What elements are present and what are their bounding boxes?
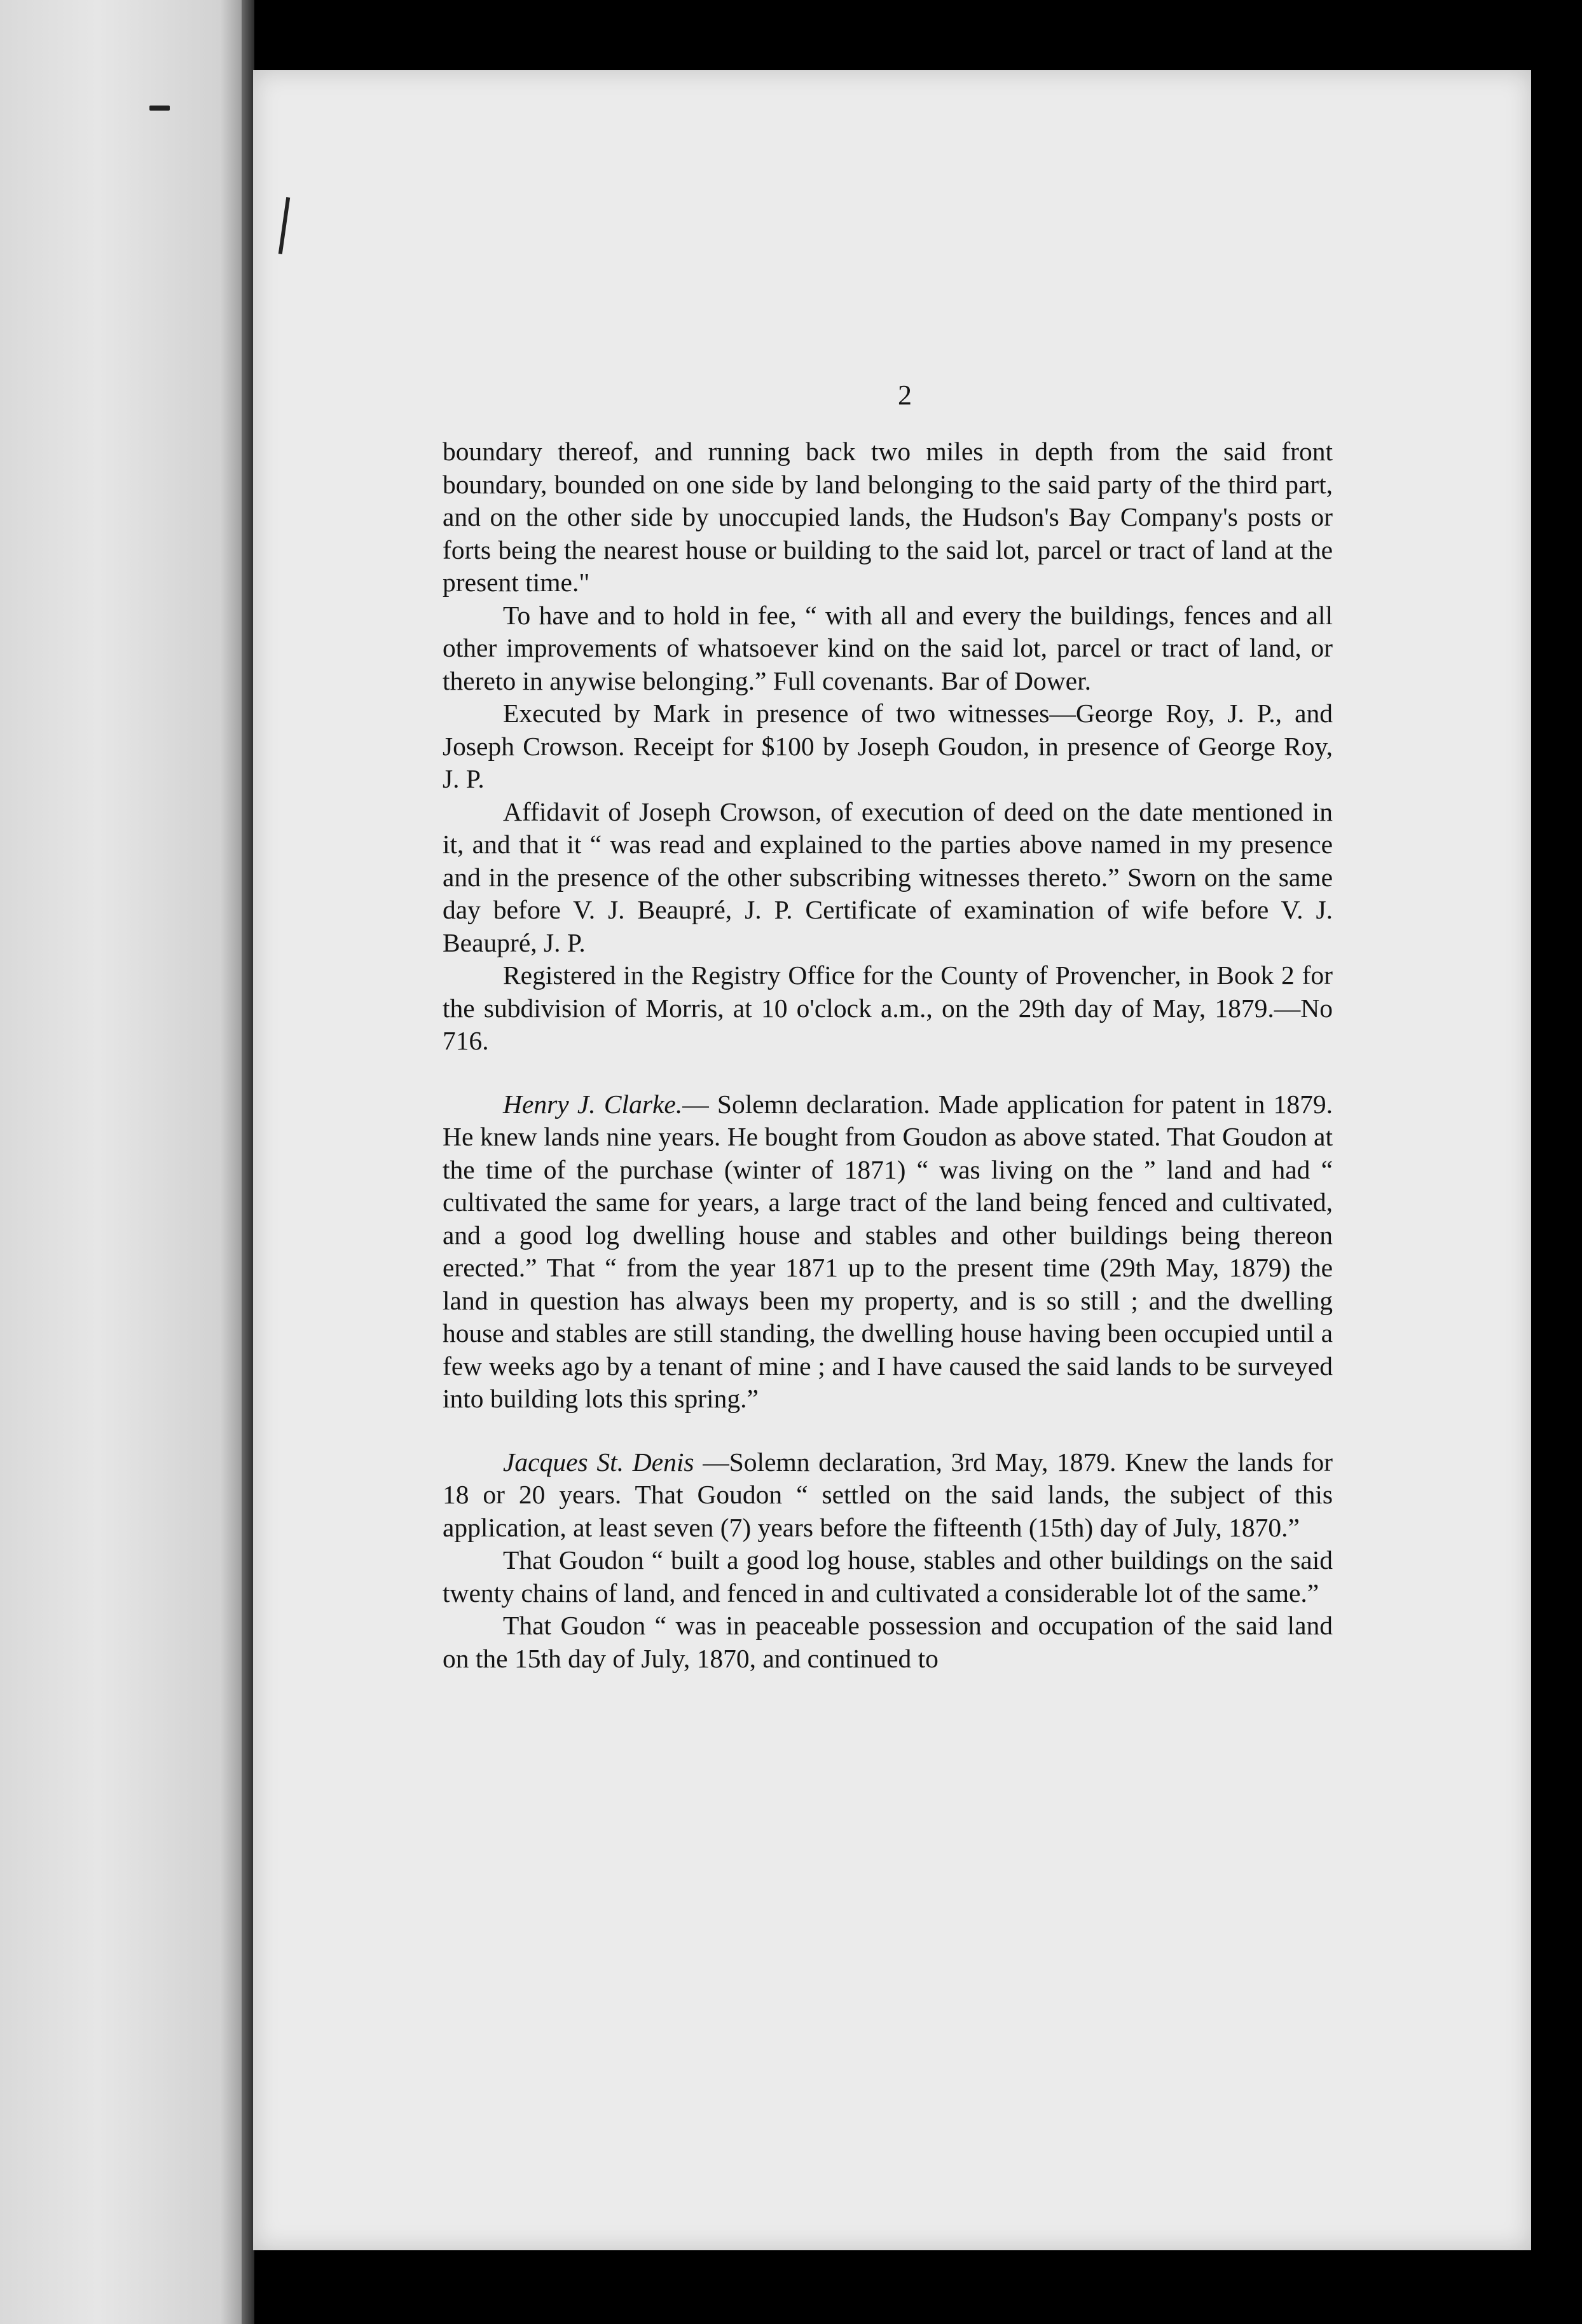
paragraph-affidavit: Affidavit of Joseph Crowson, of execution of deed on the date mentioned in it, and that it “ was read and explained to the parties above named in my presence and in the presence of the other subscribing witnesses thereto.” Sworn on the same day before V. J. Beaupré, J. P. Certificate of examination of wife before V. J. Beaupré, J. P. [443, 796, 1333, 957]
binding-shadow [242, 0, 254, 2324]
paragraph-registration: Registered in the Registry Office for the County of Provencher, in Book 2 for the subdivision of Morris, at 10 o'clock a.m., on the 29th day of May, 1879.—No 716. [443, 960, 1333, 1055]
margin-mark [149, 106, 170, 111]
page-body [443, 435, 1333, 1675]
paragraph-possession: That Goudon “ was in peaceable possession and occupation of the said land on the 15th day of July, 1870, and continued to [443, 1611, 1333, 1673]
paragraph-log-house: That Goudon “ built a good log house, stables and other buildings on the said twenty chains of land, and fenced in and cultivated a considerable lot of the same.” [443, 1545, 1333, 1608]
paragraph-execution: Executed by Mark in presence of two witnesses—George Roy, J. P., and Joseph Crowson. Receipt for $100 by Joseph Goudon, in presence of George Roy, J. P. [443, 699, 1333, 793]
declarant-name-denis: Jacques St. Denis [503, 1447, 694, 1477]
document-page [253, 70, 1531, 2250]
denis-declaration-text: —Solemn declaration, 3rd May, 1879. Knew the lands for 18 or 20 years. That Goudon “ settled on the said lands, the subject of this application, at least seven (7) years before the fifteenth (15th) day of July, 1870.” [443, 1447, 1333, 1542]
paragraph-habendum: To have and to hold in fee, “ with all and every the buildings, fences and all other improvements of whatsoever kind on the said lot, parcel or tract of land, or thereto in anywise belonging.” Full covenants. Bar of Dower. [443, 600, 1333, 695]
clarke-declaration-text: — Solemn declaration. Made application for patent in 1879. He knew lands nine years. He bought from Goudon as above stated. That Goudon at the time of the purchase (winter of 1871) “ was living on the ” land and had “ cultivated the same for years, a large tract of the land being fenced and cultivated, and a good log dwelling house and stables and other buildings being thereon erected.” That “ from the year 1871 up to the present time (29th May, 1879) the land in question has always been my property, and is so still ; and the dwelling house and stables are still standing, the dwelling house having been occupied until a few weeks ago by a tenant of mine ; and I have caused the said lands to be surveyed into building lots this spring.” [443, 1089, 1333, 1413]
margin-tick-mark [279, 197, 290, 254]
page-number: 2 [898, 379, 912, 411]
declarant-name-clarke: Henry J. Clarke. [503, 1089, 683, 1119]
paragraph-denis-declaration [443, 1446, 1333, 1545]
adjacent-page-edge [0, 0, 245, 2324]
paragraph-continuation: boundary thereof, and running back two miles in depth from the said front boundary, bounded on one side by land belonging to the said party of the third part, and on the other side by unoccupied lands, the Hudson's Bay Company's posts or forts being the nearest house or building to the said lot, parcel or tract of land at the present time." [443, 437, 1333, 597]
paragraph-clarke-declaration [443, 1088, 1333, 1416]
